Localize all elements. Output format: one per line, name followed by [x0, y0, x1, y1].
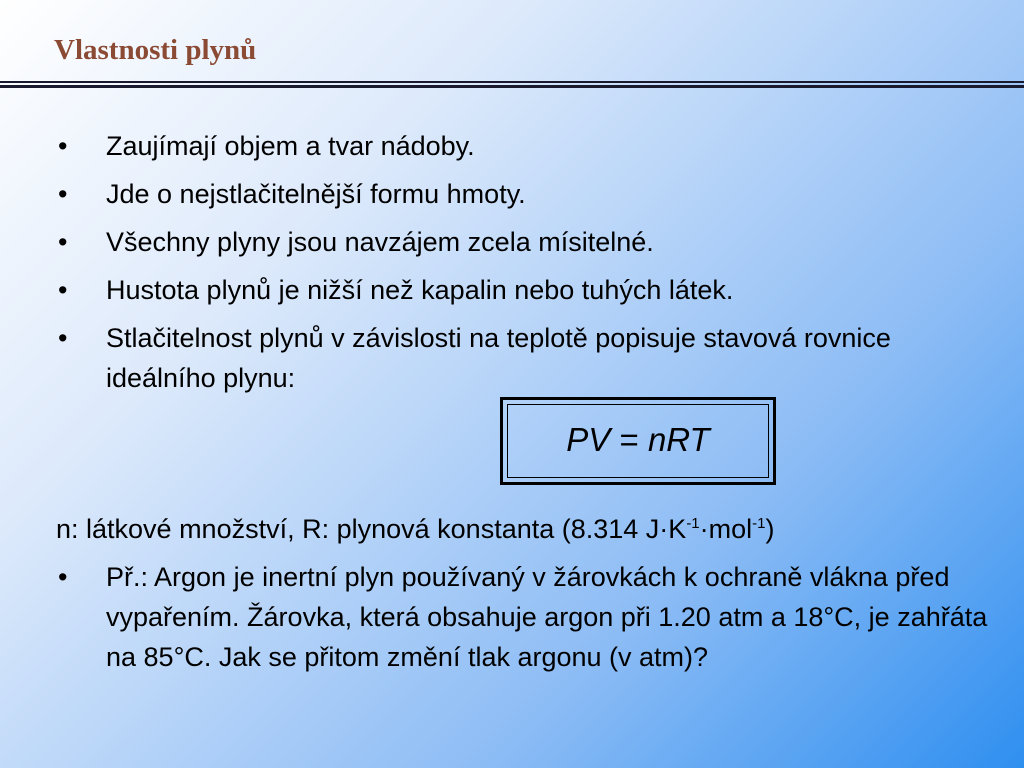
bullet-item [56, 174, 996, 214]
bullet-text: Stlačitelnost plynů v závislosti na teplotě popisuje stavová rovnice ideálního plynu: [106, 323, 891, 393]
title-divider-line-thick [0, 85, 1024, 88]
legend-exponent-k: -1 [686, 515, 700, 532]
title-divider [0, 81, 1024, 89]
ideal-gas-formula [503, 420, 773, 460]
bullet-marker: • [58, 275, 68, 305]
example-item [56, 557, 996, 677]
example-text: Př.: Argon je inertní plyn používaný v žárovkách k ochraně vlákna před vypařením. Žárovka, která obsahuje argon při 1.20 atm a 18°C, je zahřáta na 85°C. Jak se přitom změní tlak argonu (v atm)? [106, 562, 988, 672]
bullet-item [56, 126, 996, 166]
example-list [56, 557, 996, 685]
bullet-marker: • [58, 562, 68, 592]
formula-equals: = [610, 421, 648, 458]
legend-text: n: látkové množství, R: plynová konstanta (8.314 J·K [56, 514, 687, 544]
title-divider-line-thin [0, 81, 1024, 83]
bullet-text: Zaujímají objem a tvar nádoby. [106, 131, 475, 161]
bullet-item [56, 318, 996, 398]
legend-mol: ·mol [699, 514, 753, 544]
bullet-text: Všechny plyny jsou navzájem zcela mísitelné. [106, 227, 654, 257]
bullet-text: Hustota plynů je nižší než kapalin nebo tuhých látek. [106, 275, 734, 305]
formula-box [500, 397, 776, 485]
legend-exponent-mol: -1 [752, 515, 766, 532]
bullet-item [56, 222, 996, 262]
bullet-marker: • [58, 323, 68, 353]
formula-rhs: nRT [647, 421, 710, 458]
bullet-marker: • [58, 131, 68, 161]
bullet-list [56, 126, 996, 406]
bullet-marker: • [58, 179, 68, 209]
formula-lhs: PV [566, 421, 611, 458]
variable-legend [56, 509, 775, 549]
legend-end: ) [765, 514, 775, 544]
bullet-marker: • [58, 227, 68, 257]
bullet-item [56, 270, 996, 310]
slide-title: Vlastnosti plynů [54, 34, 257, 66]
bullet-text: Jde o nejstlačitelnější formu hmoty. [106, 179, 526, 209]
